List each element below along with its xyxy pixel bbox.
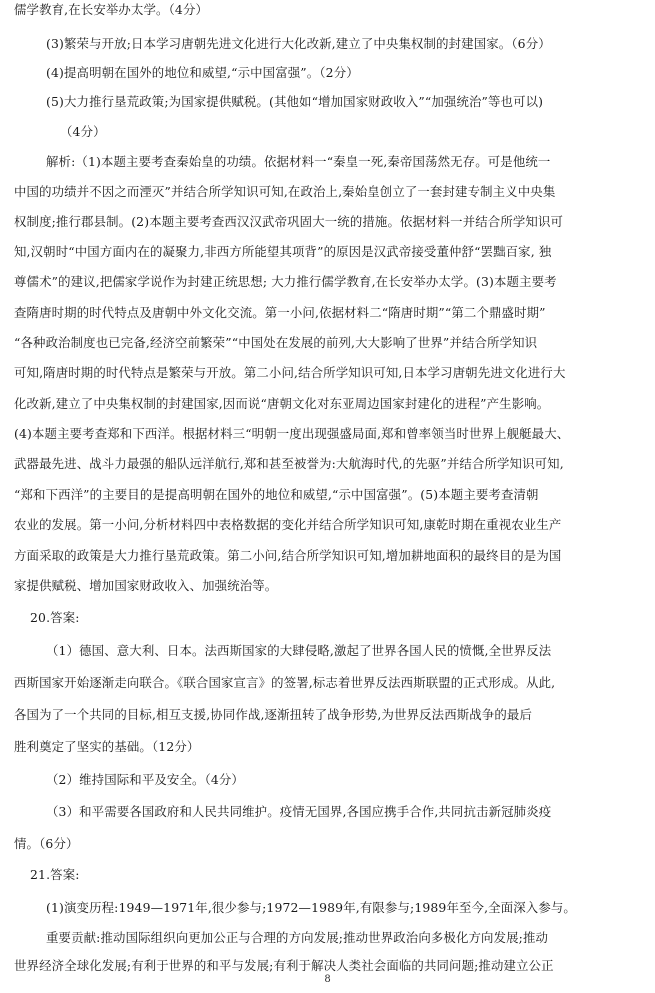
analysis-paragraph-line: 武器最先进、战斗力最强的船队远洋航行,郑和甚至被誉为:大航海时代,的先驱”并结合所学知识可知, — [14, 456, 564, 471]
analysis-paragraph-line: (4)本题主要考查郑和下西洋。根据材料三“明朝一度出现强盛局面,郑和曾率领当时世界上舰艇最大、 — [14, 426, 570, 441]
answer-20-line: 胜利奠定了坚实的基础。（12分） — [14, 739, 200, 754]
answer-20-line: 西斯国家开始逐渐走向联合。《联合国家宣言》的签署,标志着世界反法西斯联盟的正式形成。从此, — [14, 675, 556, 690]
analysis-paragraph-line: “各种政治制度也已完备,经济空前繁荣”“中国处在发展的前列,大大影响了世界”并结合所学知识 — [14, 335, 538, 350]
analysis-paragraph-line: 方面采取的政策是大力推行垦荒政策。第二小问,结合所学知识可知,增加耕地面积的最终目的是为国 — [14, 548, 562, 563]
analysis-paragraph-line: 知,汉朝时“中国方面内在的凝聚力,非西方所能望其项背”的原因是汉武帝接受董仲舒“罢黜百家, 独 — [14, 244, 552, 259]
analysis-paragraph-line: 化改新,建立了中央集权制的封建国家,因而说“唐朝文化对东亚周边国家封建化的进程”产生影响。 — [14, 396, 550, 411]
analysis-paragraph-line: 家提供赋税、增加国家财政收入、加强统治等。 — [14, 578, 278, 593]
answer-20-line: （1）德国、意大利、日本。法西斯国家的大肆侵略,激起了世界各国人民的愤慨,全世界反法 — [46, 643, 552, 658]
answer-21-line: 重要贡献:推动国际组织向更加公正与合理的方向发展;推动世界政治向多极化方向发展;推动 — [46, 930, 549, 945]
question-20-heading: 20.答案: — [30, 610, 80, 625]
answer-item-4: (4)提高明朝在国外的地位和威望,“示中国富强”。（2分） — [46, 65, 359, 80]
answer-item-5: (5)大力推行垦荒政策;为国家提供赋税。(其他如“增加国家财政收入”“加强统治”等也可以) — [46, 94, 544, 109]
analysis-paragraph-line: 权制度;推行郡县制。(2)本题主要考查西汉汉武帝巩固大一统的措施。依据材料一并结合所学知识可 — [14, 214, 564, 229]
text-line: 儒学教育,在长安举办太学。（4分） — [14, 2, 209, 17]
analysis-paragraph-line: 解析:（1)本题主要考查秦始皇的功绩。依据材料一“秦皇一死,秦帝国荡然无存。可是他统一 — [46, 154, 551, 169]
answer-21-line: 世界经济全球化发展;有利于世界的和平与发展;有利于解决人类社会面临的共同问题;推动建立公正 — [14, 958, 554, 973]
analysis-paragraph-line: 查隋唐时期的时代特点及唐朝中外文化交流。第一小问,依据材料二“隋唐时期”“第二个鼎盛时期” — [14, 305, 546, 320]
analysis-paragraph-line: 中国的功绩并不因之而湮灭”并结合所学知识可知,在政治上,秦始皇创立了一套封建专制主义中央集 — [14, 184, 556, 199]
analysis-paragraph-line: “郑和下西洋”的主要目的是提高明朝在国外的地位和威望,“示中国富强”。(5)本题主要考查清朝 — [14, 487, 539, 502]
answer-20-line: （2）维持国际和平及安全。（4分） — [46, 772, 244, 787]
score-note: （4分） — [60, 124, 106, 139]
answer-20-line: 情。（6分） — [14, 836, 79, 851]
answer-21-line: (1)演变历程:1949—1971年,很少参与;1972—1989年,有限参与;1989年至今,全面深入参与。 — [46, 900, 576, 915]
page-number: 8 — [324, 974, 331, 985]
analysis-paragraph-line: 农业的发展。第一小问,分析材料四中表格数据的变化并结合所学知识可知,康乾时期在重视农业生产 — [14, 517, 562, 532]
question-21-heading: 21.答案: — [30, 867, 80, 882]
answer-item-3: (3)繁荣与开放;日本学习唐朝先进文化进行大化改新,建立了中央集权制的封建国家。（6分） — [46, 36, 551, 51]
analysis-paragraph-line: 尊儒术”的建议,把儒家学说作为封建正统思想; 大力推行儒学教育,在长安举办太学。(3)本题主要考 — [14, 274, 557, 289]
analysis-paragraph-line: 可知,隋唐时期的时代特点是繁荣与开放。第二小问,结合所学知识可知,日本学习唐朝先进文化进行大 — [14, 365, 566, 380]
answer-20-line: 各国为了一个共同的目标,相互支援,协同作战,逐渐扭转了战争形势,为世界反法西斯战争的最后 — [14, 707, 532, 722]
answer-20-line: （3）和平需要各国政府和人民共同维护。疫情无国界,各国应携手合作,共同抗击新冠肺炎疫 — [46, 804, 552, 819]
